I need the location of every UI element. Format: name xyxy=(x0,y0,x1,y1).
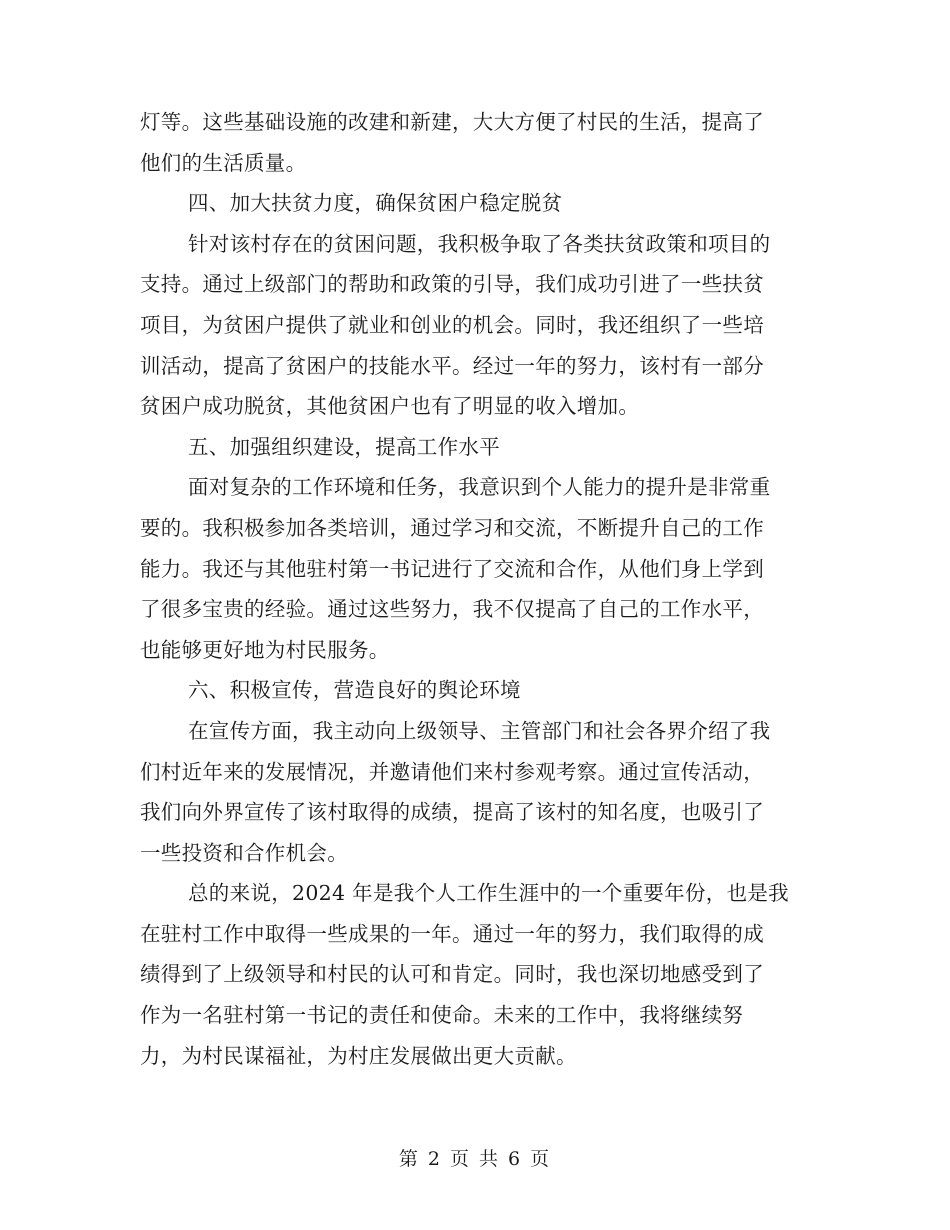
text-line: 绩得到了上级领导和村民的认可和肯定。同时，我也深切地感受到了 xyxy=(140,962,764,987)
text-line: 六、积极宣传，营造良好的舆论环境 xyxy=(188,678,521,703)
text-line: 训活动，提高了贫困户的技能水平。经过一年的努力，该村有一部分 xyxy=(140,353,764,378)
text-line: 在驻村工作中取得一些成果的一年。通过一年的努力，我们取得的成 xyxy=(140,921,764,946)
text-line: 五、加强组织建设，提高工作水平 xyxy=(188,434,500,459)
text-line: 在宣传方面，我主动向上级领导、主管部门和社会各界介绍了我 xyxy=(188,718,771,743)
text-line: 支持。通过上级部门的帮助和政策的引导，我们成功引进了一些扶贫 xyxy=(140,272,764,297)
text-line: 作为一名驻村第一书记的责任和使命。未来的工作中，我将继续努 xyxy=(140,1003,744,1028)
text-line: 们村近年来的发展情况，并邀请他们来村参观考察。通过宣传活动， xyxy=(140,759,764,784)
text-line: 也能够更好地为村民服务。 xyxy=(140,637,390,662)
text-line: 总的来说，2024 年是我个人工作生涯中的一个重要年份，也是我 xyxy=(188,881,789,906)
text-line: 贫困户成功脱贫，其他贫困户也有了明显的收入增加。 xyxy=(140,394,640,419)
page-footer: 第 2 页 共 6 页 xyxy=(398,1148,552,1170)
text-line: 要的。我积极参加各类培训，通过学习和交流，不断提升自己的工作 xyxy=(140,515,764,540)
text-line: 我们向外界宣传了该村取得的成绩，提高了该村的知名度，也吸引了 xyxy=(140,800,764,825)
text-line: 项目，为贫困户提供了就业和创业的机会。同时，我还组织了一些培 xyxy=(140,312,764,337)
text-line: 能力。我还与其他驻村第一书记进行了交流和合作，从他们身上学到 xyxy=(140,556,764,581)
text-line: 了很多宝贵的经验。通过这些努力，我不仅提高了自己的工作水平， xyxy=(140,597,764,622)
text-line: 力，为村民谋福祉，为村庄发展做出更大贡献。 xyxy=(140,1043,577,1068)
text-line: 他们的生活质量。 xyxy=(140,150,307,175)
text-line: 针对该村存在的贫困问题，我积极争取了各类扶贫政策和项目的 xyxy=(188,231,771,256)
text-line: 灯等。这些基础设施的改建和新建，大大方便了村民的生活，提高了 xyxy=(140,110,764,134)
text-line: 四、加大扶贫力度，确保贫困户稳定脱贫 xyxy=(188,191,563,216)
text-line: 面对复杂的工作环境和任务，我意识到个人能力的提升是非常重 xyxy=(188,475,771,500)
document-body xyxy=(140,102,808,1076)
text-line: 一些投资和合作机会。 xyxy=(140,840,348,865)
